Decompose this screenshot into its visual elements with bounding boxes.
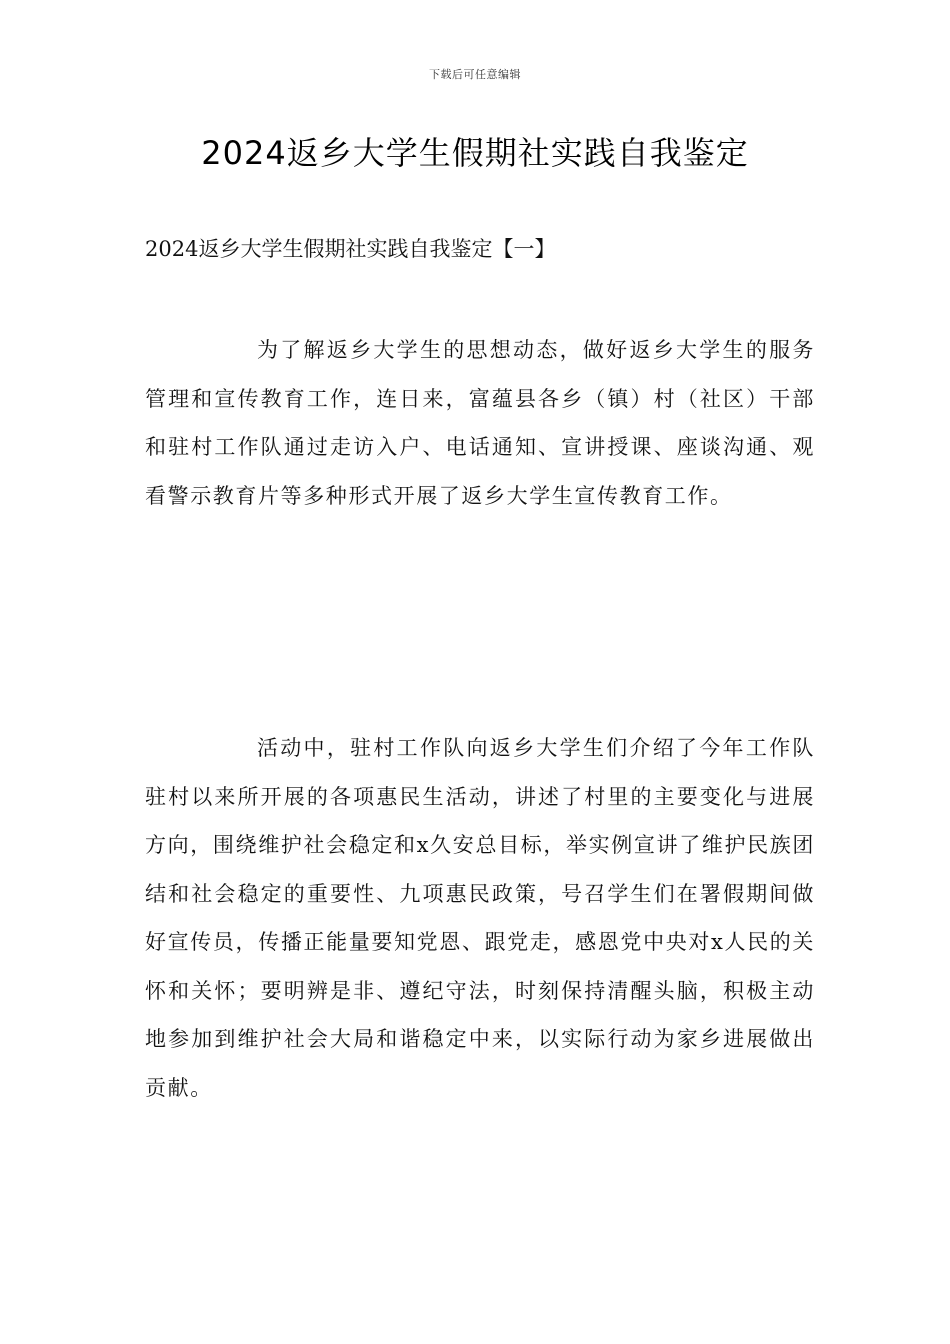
document-title: 2024返乡大学生假期社实践自我鉴定 bbox=[201, 134, 749, 172]
header-note: 下载后可任意编辑 bbox=[429, 68, 521, 81]
paragraph-intro: 为了解返乡大学生的思想动态，做好返乡大学生的服务管理和宣传教育工作，连日来，富蕴县各乡（镇）村（社区）干部和驻村工作队通过走访入户、电话通知、宣讲授课、座谈沟通、观看警示教育片等多种形式开展了返乡大学生宣传教育工作。 bbox=[145, 338, 815, 508]
section-heading: 2024返乡大学生假期社实践自我鉴定【一】 bbox=[145, 237, 556, 261]
paragraph-activity: 活动中，驻村工作队向返乡大学生们介绍了今年工作队驻村以来所开展的各项惠民生活动，讲述了村里的主要变化与进展方向，围绕维护社会稳定和x久安总目标，举实例宣讲了维护民族团结和社会稳定的重要性、九项惠民政策，号召学生们在署假期间做好宣传员，传播正能量要知党恩、跟党走，感恩党中央对x人民的关怀和关怀；要明辨是非、遵纪守法，时刻保持清醒头脑，积极主动地参加到维护社会大局和谐稳定中来，以实际行动为家乡进展做出贡献。 bbox=[145, 736, 815, 1100]
